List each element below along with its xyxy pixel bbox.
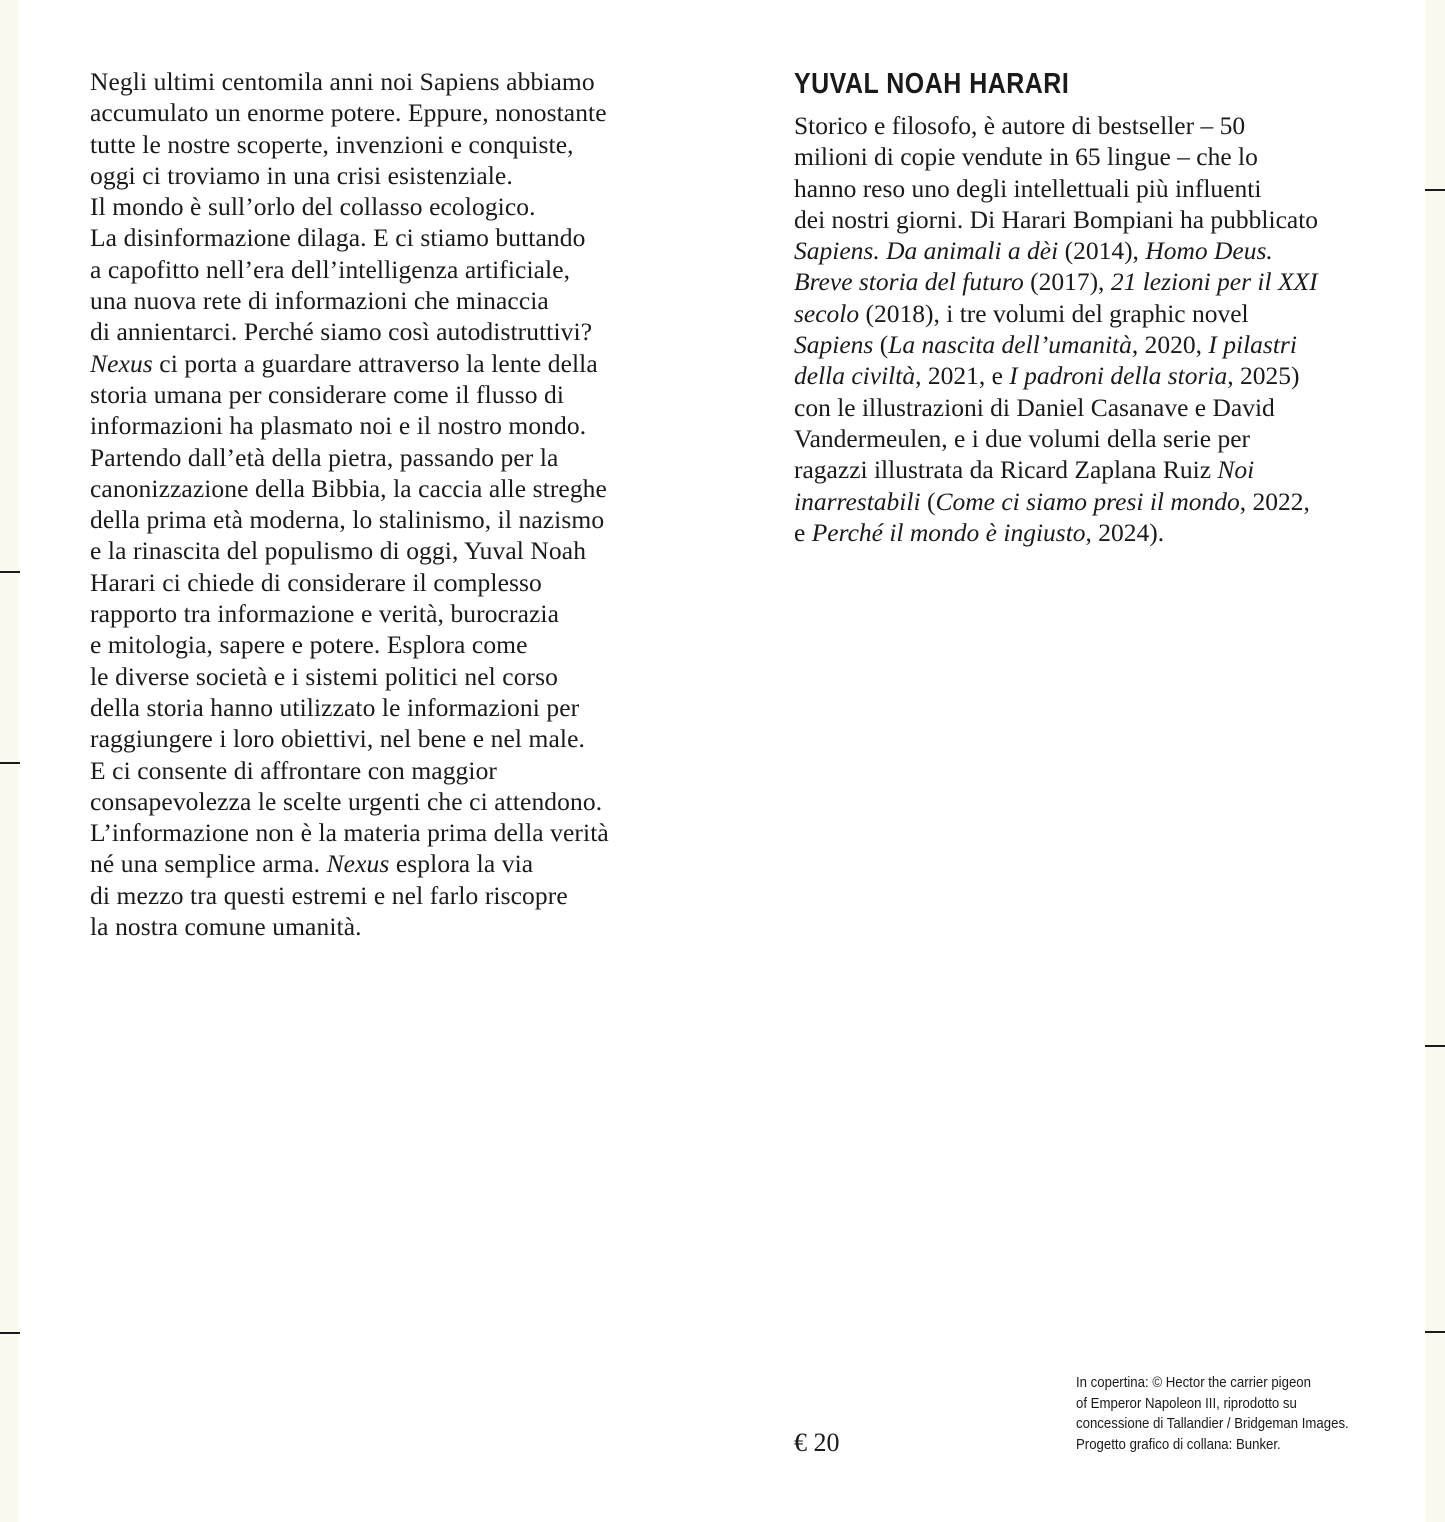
crop-mark-right-3 (1425, 1331, 1445, 1333)
bio-text: (2017), (1023, 267, 1111, 297)
crop-mark-left-1 (0, 571, 20, 573)
bio-line (794, 486, 1384, 517)
credits-line: Progetto grafico di collana: Bunker. (1076, 1435, 1281, 1453)
bio-text: , 2021, e (915, 361, 1010, 391)
crop-mark-left-3 (0, 1332, 20, 1334)
bio-line (794, 298, 1384, 329)
bio-text: ragazzi illustrata da Ricard Zaplana Ruiz (794, 455, 1218, 485)
blurb-line: e la rinascita del populismo di oggi, Yuval Noah (90, 536, 587, 566)
blurb-line: E ci consente di affrontare con maggior (90, 755, 498, 785)
book-title-nexus: Nexus (90, 348, 153, 378)
book-title: Come ci siamo presi il mondo (935, 486, 1240, 516)
bio-text: (2014), (1058, 236, 1146, 266)
book-title: La nascita dell’umanità (888, 330, 1132, 360)
author-name: YUVAL NOAH HARARI (794, 68, 1070, 100)
price-label: € 20 (794, 1428, 840, 1457)
blurb-line (90, 348, 670, 379)
bio-line (794, 235, 1384, 266)
bio-text: , 2024). (1085, 517, 1165, 547)
blurb-line: Il mondo è sull’orlo del collasso ecologico. (90, 192, 536, 222)
book-title: inarrestabili (794, 486, 921, 516)
blurb-line: tutte le nostre scoperte, invenzioni e conquiste, (90, 129, 574, 159)
credits-line: of Emperor Napoleon III, riprodotto su (1076, 1394, 1297, 1412)
book-title: Breve storia del futuro (794, 267, 1024, 297)
book-title: Sapiens (794, 330, 874, 360)
bio-line (794, 266, 1384, 297)
book-blurb (90, 66, 670, 942)
author-bio (794, 110, 1384, 548)
blurb-line: accumulato un enorme potere. Eppure, nonostante (90, 98, 607, 128)
blurb-line: oggi ci troviamo in una crisi esistenziale. (90, 160, 513, 190)
book-title: I padroni della storia (1009, 361, 1228, 391)
bio-line: Storico e filosofo, è autore di bestseller – 50 (794, 111, 1246, 140)
bio-line: dei nostri giorni. Di Harari Bompiani ha pubblicato (794, 204, 1319, 234)
book-title: secolo (794, 298, 860, 328)
bio-text: (2018), i tre volumi del graphic novel (859, 298, 1249, 328)
blurb-line: consapevolezza le scelte urgenti che ci attendono. (90, 786, 603, 816)
bio-line (794, 360, 1384, 391)
book-title: I pilastri (1208, 330, 1297, 360)
blurb-line: di mezzo tra questi estremi e nel farlo riscopre (90, 880, 568, 910)
blurb-text: né una semplice arma. (90, 849, 327, 879)
blurb-line: una nuova rete di informazioni che minaccia (90, 286, 549, 316)
blurb-line: L’informazione non è la materia prima della verità (90, 818, 609, 848)
bio-text: ( (873, 330, 889, 360)
blurb-line: La disinformazione dilaga. E ci stiamo buttando (90, 223, 586, 253)
blurb-line: Harari ci chiede di considerare il complesso (90, 567, 542, 597)
book-title: Noi (1217, 455, 1255, 485)
blurb-line: rapporto tra informazione e verità, burocrazia (90, 599, 560, 629)
blurb-line: Partendo dall’età della pietra, passando per la (90, 442, 559, 472)
bio-line (794, 329, 1384, 360)
book-title: Homo Deus. (1145, 236, 1273, 266)
blurb-line: della prima età moderna, lo stalinismo, il nazismo (90, 505, 605, 535)
blurb-line: raggiungere i loro obiettivi, nel bene e nel male. (90, 724, 585, 754)
crop-mark-left-2 (0, 762, 20, 764)
blurb-line (90, 848, 670, 879)
blurb-line: le diverse società e i sistemi politici nel corso (90, 661, 559, 691)
blurb-line: Negli ultimi centomila anni noi Sapiens abbiamo (90, 67, 595, 96)
blurb-line: la nostra comune umanità. (90, 912, 362, 942)
bio-line (794, 517, 1384, 548)
book-title: 21 lezioni per il XXI (1110, 267, 1318, 297)
bio-line: milioni di copie vendute in 65 lingue – che lo (794, 142, 1258, 172)
blurb-line: della storia hanno utilizzato le informazioni per (90, 692, 580, 722)
blurb-text: esplora la via (389, 849, 534, 879)
book-title: Perché il mondo è ingiusto (811, 517, 1086, 547)
blurb-line: canonizzazione della Bibbia, la caccia alle streghe (90, 473, 607, 503)
credits-line: concessione di Tallandier / Bridgeman Images. (1076, 1415, 1349, 1432)
bio-text: , 2022, (1239, 486, 1310, 516)
credits-line: In copertina: © Hector the carrier pigeon (1076, 1374, 1311, 1391)
bio-line: con le illustrazioni di Daniel Casanave e David (794, 392, 1275, 422)
crop-mark-right-2 (1425, 1045, 1445, 1047)
bio-line: Vandermeulen, e i due volumi della serie per (794, 423, 1250, 453)
blurb-line: informazioni ha plasmato noi e il nostro mondo. (90, 411, 587, 441)
book-title-nexus: Nexus (326, 849, 390, 879)
bio-text: , 2025) (1227, 361, 1300, 391)
bio-text: ( (920, 486, 936, 516)
book-title: Sapiens. Da animali a dèi (794, 236, 1059, 266)
blurb-line: e mitologia, sapere e potere. Esplora come (90, 630, 528, 660)
blurb-line: di annientarci. Perché siamo così autodistruttivi? (90, 317, 593, 347)
blurb-line: storia umana per considerare come il flusso di (90, 379, 565, 409)
blurb-line: a capofitto nell’era dell’intelligenza artificiale, (90, 254, 571, 284)
cover-credits (1076, 1373, 1349, 1455)
bio-line: hanno reso uno degli intellettuali più influenti (794, 173, 1262, 203)
book-title: della civiltà (794, 361, 916, 391)
bio-line (794, 454, 1384, 485)
bio-text: e (794, 517, 812, 547)
blurb-text: ci porta a guardare attraverso la lente della (152, 348, 598, 378)
bio-text: , 2020, (1131, 330, 1209, 360)
crop-mark-right-1 (1425, 189, 1445, 191)
